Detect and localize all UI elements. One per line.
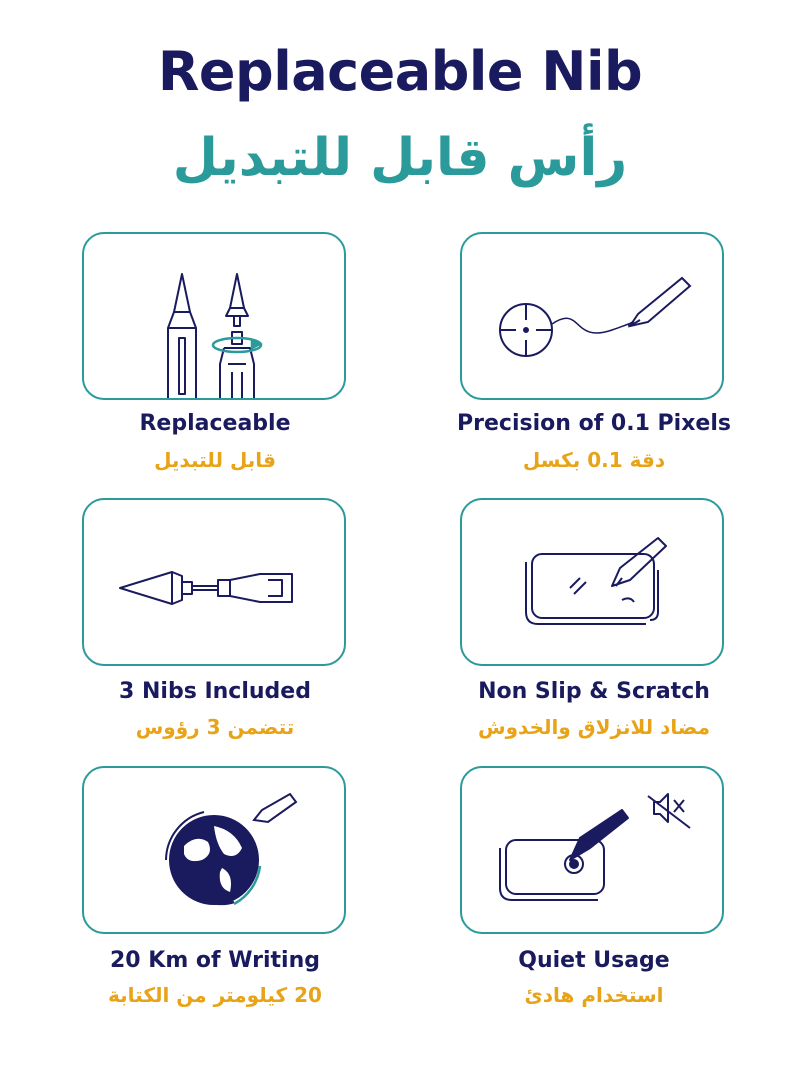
nib-set-icon bbox=[84, 500, 344, 664]
feature-card-quiet bbox=[460, 766, 724, 934]
feature-label-non-slip: Non Slip & Scratch bbox=[478, 679, 710, 704]
feature-label-replaceable-arabic: قابل للتبديل bbox=[154, 448, 276, 472]
feature-label-nibs-arabic: تتضمن 3 رؤوس bbox=[135, 715, 295, 739]
feature-label-nibs: 3 Nibs Included bbox=[119, 679, 311, 704]
feature-label-precision: Precision of 0.1 Pixels bbox=[457, 411, 731, 436]
globe-writing-icon bbox=[84, 768, 344, 932]
feature-card-replaceable bbox=[82, 232, 346, 400]
feature-card-non-slip bbox=[460, 498, 724, 666]
feature-label-non-slip-arabic: مضاد للانزلاق والخدوش bbox=[477, 715, 710, 739]
pen-nib-replace-icon bbox=[84, 234, 344, 398]
feature-card-writing-distance bbox=[82, 766, 346, 934]
feature-label-writing-distance-arabic: 20 كيلومتر من الكتابة bbox=[108, 983, 322, 1007]
scratch-resistant-icon bbox=[462, 500, 722, 664]
feature-label-quiet: Quiet Usage bbox=[518, 948, 670, 973]
feature-label-replaceable: Replaceable bbox=[139, 411, 291, 436]
page-title-arabic: رأس قابل للتبديل bbox=[172, 128, 628, 188]
feature-label-precision-arabic: دقة 0.1 بكسل bbox=[522, 448, 666, 472]
mute-icon bbox=[462, 768, 722, 932]
feature-card-precision bbox=[460, 232, 724, 400]
precision-target-icon bbox=[462, 234, 722, 398]
feature-card-nibs bbox=[82, 498, 346, 666]
page-title: Replaceable Nib bbox=[157, 40, 643, 103]
feature-label-writing-distance: 20 Km of Writing bbox=[110, 948, 320, 973]
feature-label-quiet-arabic: استخدام هادئ bbox=[524, 983, 664, 1007]
